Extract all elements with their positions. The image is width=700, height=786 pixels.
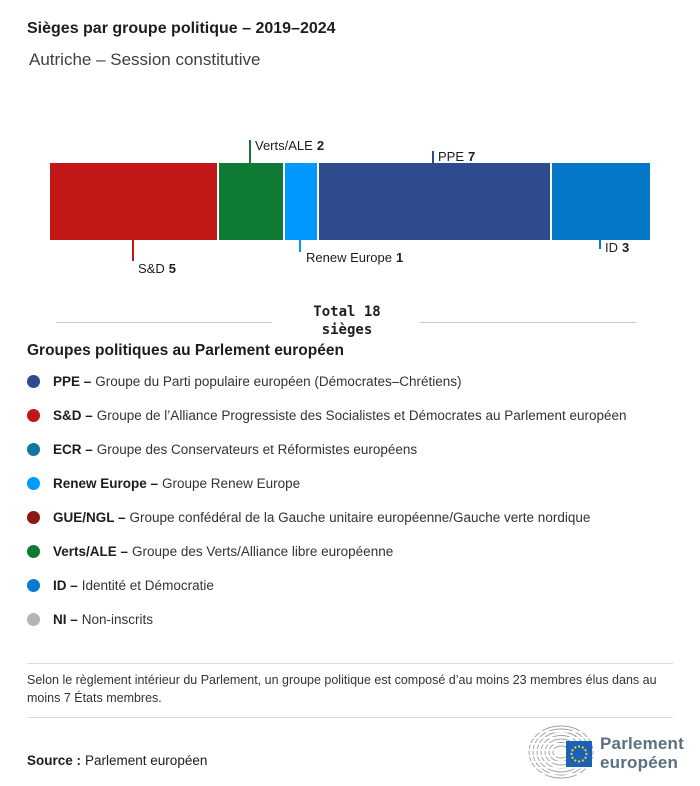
bar-label-id <box>605 241 629 255</box>
bar-label-sd <box>138 262 176 276</box>
bar-label-renew-europe-name: Renew Europe <box>306 250 392 265</box>
legend-abbr: ID – <box>53 577 78 593</box>
legend-item-sd <box>27 398 687 432</box>
bar-label-verts-ale-value: 2 <box>316 138 325 153</box>
legend-name: Groupe de l’Alliance Progressiste des Socialistes et Démocrates au Parlement européen <box>96 407 627 423</box>
page-title: Sièges par groupe politique – 2019–2024 <box>27 20 336 37</box>
legend-name: Non-inscrits <box>81 611 154 627</box>
bar-label-ppe <box>438 150 475 164</box>
total-seats-line1: Total 18 <box>313 304 381 320</box>
bar-tick-ppe <box>432 151 434 163</box>
page-subtitle: Autriche – Session constitutive <box>29 50 261 69</box>
legend-abbr: GUE/NGL – <box>53 509 126 525</box>
bar-label-sd-name: S&D <box>138 261 165 276</box>
total-seats <box>272 303 422 339</box>
legend-abbr: Verts/ALE – <box>53 543 129 559</box>
bar-segment-sd <box>50 163 217 240</box>
legend-item-ni <box>27 602 687 636</box>
total-rule-right <box>420 322 636 323</box>
bar-label-ppe-value: 7 <box>468 149 476 164</box>
bar-segment-verts-ale <box>217 163 284 240</box>
bar-label-verts-ale <box>255 139 324 153</box>
legend-item-id <box>27 568 687 602</box>
legend-abbr: S&D – <box>53 407 93 423</box>
parliament-logo-wordmark <box>600 734 684 772</box>
seats-bar <box>50 163 650 240</box>
footnote: Selon le règlement intérieur du Parlement, un groupe politique est composé d’au moins 23 membres élus dans au moins 7 États membres. <box>27 673 657 705</box>
legend-name: Groupe des Conservateurs et Réformistes européens <box>96 441 418 457</box>
legend-item-ecr <box>27 432 687 466</box>
source-label: Source : <box>27 753 82 768</box>
eu-flag-icon <box>566 741 592 767</box>
legend-name: Groupe des Verts/Alliance libre européenne <box>132 543 394 559</box>
bar-label-ppe-name: PPE <box>438 149 465 164</box>
legend-item-renew-europe <box>27 466 687 500</box>
sd-color-dot <box>27 409 40 422</box>
bar-label-id-value: 3 <box>622 240 630 255</box>
legend-abbr: Renew Europe – <box>53 475 159 491</box>
id-color-dot <box>27 579 40 592</box>
bar-label-renew-europe <box>306 251 403 265</box>
ecr-color-dot <box>27 443 40 456</box>
gue-ngl-color-dot <box>27 511 40 524</box>
bar-segment-id <box>550 163 650 240</box>
bar-label-sd-value: 5 <box>168 261 176 276</box>
legend-abbr: PPE – <box>53 373 92 389</box>
legend-abbr: ECR – <box>53 441 93 457</box>
legend-abbr: NI – <box>53 611 78 627</box>
legend-list <box>27 364 687 636</box>
bar-segment-ppe <box>317 163 550 240</box>
verts-ale-color-dot <box>27 545 40 558</box>
logo-word-line1: Parlement <box>600 734 685 753</box>
bar-tick-sd <box>132 240 134 261</box>
source-value: Parlement européen <box>85 753 208 768</box>
bar-label-renew-europe-value: 1 <box>396 250 404 265</box>
total-rule-left <box>56 322 272 323</box>
bar-tick-id <box>599 240 601 249</box>
bar-segment-renew-europe <box>283 163 316 240</box>
legend-item-verts-ale <box>27 534 687 568</box>
logo-word-line2: européen <box>600 753 679 772</box>
legend-name: Groupe Renew Europe <box>162 475 301 491</box>
legend-name: Groupe confédéral de la Gauche unitaire européenne/Gauche verte nordique <box>129 509 591 525</box>
renew-europe-color-dot <box>27 477 40 490</box>
legend-item-gue-ngl <box>27 500 687 534</box>
legend-name: Groupe du Parti populaire européen (Démocrates–Chrétiens) <box>95 373 462 389</box>
legend-name: Identité et Démocratie <box>81 577 214 593</box>
legend-item-ppe <box>27 364 687 398</box>
bar-tick-verts-ale <box>249 140 251 163</box>
ni-color-dot <box>27 613 40 626</box>
bar-tick-renew-europe <box>299 240 301 252</box>
bar-label-verts-ale-name: Verts/ALE <box>255 138 313 153</box>
ppe-color-dot <box>27 375 40 388</box>
divider-top <box>27 663 673 664</box>
total-seats-line2: sièges <box>321 322 373 338</box>
legend-heading: Groupes politiques au Parlement européen <box>27 342 344 359</box>
bar-label-id-name: ID <box>605 240 618 255</box>
divider-bottom <box>27 717 673 718</box>
source-line <box>27 753 207 768</box>
